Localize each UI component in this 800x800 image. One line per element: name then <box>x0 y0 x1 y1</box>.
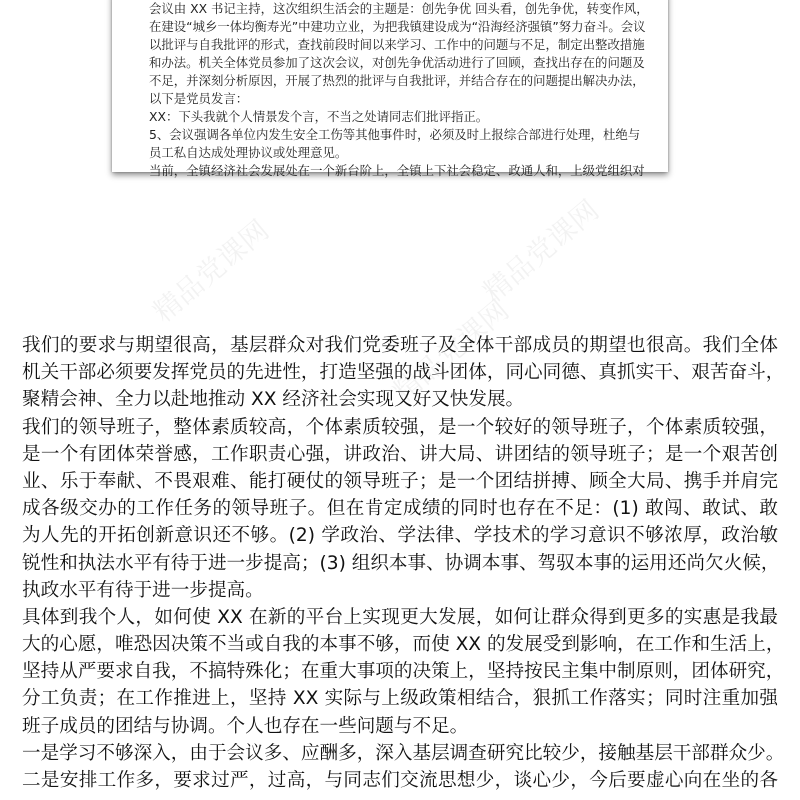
body-line: 具体到我个人，如何使 XX 在新的平台上实现更大发展，如何让群众得到更多的实惠是我最 <box>22 606 778 628</box>
body-line: 我们的要求与期望很高，基层群众对我们党委班子及全体干部成员的期望也很高。我们全体 <box>22 335 778 356</box>
body-line: 是一个有团体荣誉感，工作职责心强，讲政治、讲大局、讲团结的领导班子；是一个艰苦创 <box>22 443 778 465</box>
document-body <box>22 332 785 794</box>
body-line: 二是安排工作多，要求过严，过高，与同志们交流思想少，谈心少，今后要虚心向在坐的各 <box>22 770 778 791</box>
card-line: 和办法。机关全体党员参加了这次会议，对创先争优活动进行了回顾，查找出存在的问题及 <box>149 55 645 70</box>
watermark: 精品党课网 <box>146 213 276 329</box>
card-line: XX：下头我就个人情景发个言，不当之处请同志们批评指正。 <box>149 109 489 124</box>
body-line: 一是学习不够深入，由于会议多、应酬多，深入基层调查研究比较少，接触基层干部群众少。 <box>22 742 785 764</box>
body-line: 业、乐于奉献、不畏艰难、能打硬仗的领导班子；是一个团结拼搏、顾全大局、携手并肩完 <box>22 470 778 492</box>
body-line: 分工负责；在工作推进上，坚持 XX 实际与上级政策相结合，狠抓工作落实；同时注重加强 <box>22 688 778 710</box>
card-line: 以批评与自我批评的形式，查找前段时间以来学习、工作中的问题与不足，制定出整改措施 <box>149 37 645 52</box>
body-line: 执政水平有待于进一步提高。 <box>22 579 264 601</box>
body-line: 成各级交办的工作任务的领导班子。但在肯定成绩的同时也存在不足：(1) 敢闯、敢试、敢 <box>22 498 778 520</box>
body-line: 机关干部必须要发挥党员的先进性，打造坚强的战斗团体，同心同德、真抓实干、艰苦奋斗， <box>22 362 785 384</box>
document-preview-card <box>112 0 668 178</box>
body-line: 大的心愿，唯恐因决策不当或自我的本事不够，而使 XX 的发展受到影响，在工作和生活上， <box>22 634 785 656</box>
card-line: 以下是党员发言： <box>149 91 249 106</box>
card-line: 在建设“城乡一体均衡寿光”中建功立业，为把我镇建设成为“沿海经济强镇”努力奋斗。会议 <box>149 19 646 34</box>
body-line: 我们的领导班子，整体素质较高，个体素质较强，是一个较好的领导班子，个体素质较强， <box>22 416 778 438</box>
card-line: 不足，并深刻分析原因，开展了热烈的批评与自我批评，并结合存在的问题提出解决办法， <box>149 73 645 88</box>
body-line: 坚持从严要求自我，不搞特殊化；在重大事项的决策上，坚持按民主集中制原则，团体研究， <box>22 661 785 683</box>
card-line: 当前，全镇经济社会发展处在一个新台阶上，全镇上下社会稳定、政通人和，上级党组织对 <box>149 163 645 178</box>
watermark: 精品党课网 <box>386 293 516 409</box>
body-line: 锐性和执法水平有待于进一步提高；(3) 组织本事、协调本事、驾驭本事的运用还尚欠火候， <box>22 552 780 574</box>
card-line: 员工私自达成处理协议或处理意见。 <box>149 145 348 160</box>
body-line: 班子成员的团结与协调。个人也存在一些问题与不足。 <box>22 715 469 737</box>
watermark: 精品党课网 <box>476 193 606 309</box>
card-line: 会议由 XX 书记主持，这次组织生活会的主题是：创先争优 回头看，创先争优，转变作风， <box>149 1 649 16</box>
body-line: 为人先的开拓创新意识还不够。(2) 学政治、学法律、学技术的学习意识不够浓厚，政治敏 <box>22 525 778 547</box>
card-line: 5、会议强调各单位内发生安全工伤等其他事件时，必须及时上报综合部进行处理，杜绝与 <box>149 127 641 142</box>
body-line: 聚精会神、全力以赴地推动 XX 经济社会实现又好又快发展。 <box>22 389 525 411</box>
